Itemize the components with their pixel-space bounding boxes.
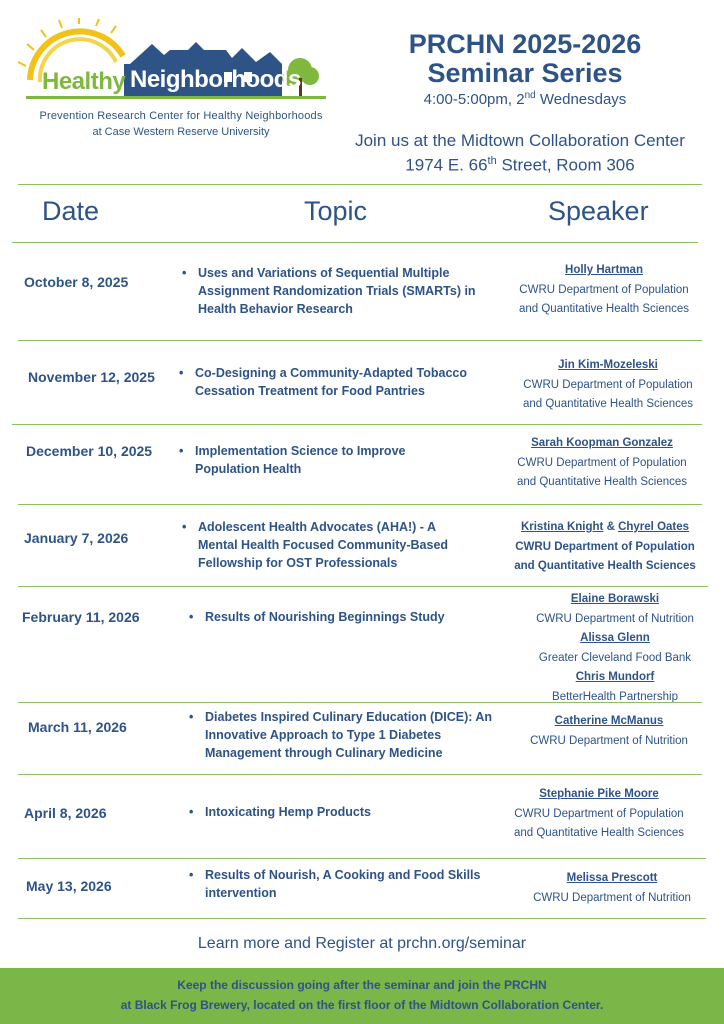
logo-subtitle-line2: at Case Western Reserve University <box>92 126 270 138</box>
speaker-name-link[interactable]: Melissa Prescott <box>566 872 658 884</box>
row-date: December 10, 2025 <box>26 443 153 459</box>
topic-line: • Results of Nourish, A Cooking and Food Skills <box>205 868 481 882</box>
time-text: 4:00-5:00pm, 2 <box>423 91 525 108</box>
speaker-name-link[interactable]: Chyrel Oates <box>618 521 690 533</box>
divider <box>18 858 706 859</box>
divider <box>18 918 706 919</box>
divider <box>18 184 702 185</box>
row-date: October 8, 2025 <box>24 274 129 290</box>
speaker-dept: CWRU Department of Nutrition <box>530 734 688 747</box>
speaker-name-link[interactable]: Holly Hartman <box>565 264 643 276</box>
row-topic <box>205 608 495 626</box>
row-speaker <box>504 261 704 320</box>
row-topic <box>205 803 495 821</box>
logo-word-neighborhoods: Neighborhoods <box>130 66 301 93</box>
speaker-name-link[interactable]: Sarah Koopman Gonzalez <box>531 437 673 449</box>
divider <box>18 504 702 505</box>
topic-line: • Uses and Variations of Sequential Multiple <box>198 266 450 280</box>
speaker-name-link[interactable]: Alissa Glenn <box>580 632 650 644</box>
speaker-dept: BetterHealth Partnership <box>552 690 678 703</box>
speaker-ampersand: & <box>603 521 619 533</box>
title-line1: PRCHN 2025-2026 <box>408 29 642 59</box>
divider <box>12 242 698 243</box>
page-title <box>355 30 695 88</box>
row-speaker <box>504 518 706 577</box>
row-topic <box>198 518 498 572</box>
topic-line: Management through Culinary Medicine <box>205 746 443 760</box>
venue-address-post: Street, Room 306 <box>496 155 635 175</box>
venue-line1: Join us at the Midtown Collaboration Center <box>355 131 685 150</box>
seminar-time <box>355 90 695 108</box>
speaker-dept: CWRU Department of Population <box>523 378 693 391</box>
row-topic <box>195 364 495 400</box>
topic-line: Health Behavior Research <box>198 302 353 316</box>
footer-line1: Keep the discussion going after the seminar and join the PRCHN <box>177 978 547 992</box>
row-date: November 12, 2025 <box>28 369 155 385</box>
row-speaker <box>508 356 708 415</box>
speaker-name-link[interactable]: Jin Kim-Mozeleski <box>558 359 658 371</box>
divider <box>12 424 702 425</box>
row-speaker <box>499 785 699 844</box>
topic-line: • Adolescent Health Advocates (AHA!) - A <box>198 520 436 534</box>
divider <box>18 586 708 587</box>
speaker-name-link[interactable]: Elaine Borawski <box>570 593 660 605</box>
footer-line2: at Black Frog Brewery, located on the first floor of the Midtown Collaboration Center. <box>120 998 604 1012</box>
divider <box>18 774 702 775</box>
topic-line: Fellowship for OST Professionals <box>198 556 398 570</box>
logo-subtitle-line1: Prevention Research Center for Healthy Neighborhoods <box>39 110 323 122</box>
speaker-dept: and Quantitative Health Sciences <box>518 303 690 315</box>
speaker-name-link[interactable]: Catherine McManus <box>554 715 664 727</box>
topic-line: • Implementation Science to Improve <box>195 444 406 458</box>
speaker-dept: and Quantitative Health Sciences <box>516 476 688 488</box>
row-topic <box>205 708 505 762</box>
time-sup: nd <box>524 90 536 101</box>
row-date: February 11, 2026 <box>22 609 140 625</box>
speaker-dept: CWRU Department of Population <box>519 283 689 296</box>
speaker-dept: and Quantitative Health Sciences <box>513 827 685 839</box>
speaker-pair <box>504 518 706 538</box>
column-header-date: Date <box>42 196 100 226</box>
row-speaker <box>509 712 709 751</box>
row-date: January 7, 2026 <box>24 530 129 546</box>
topic-line: • Diabetes Inspired Culinary Education (DICE): An <box>205 710 493 724</box>
row-topic <box>205 866 505 902</box>
speaker-dept: Greater Cleveland Food Bank <box>538 651 692 664</box>
divider <box>18 340 702 341</box>
footer-banner <box>0 968 724 1024</box>
speaker-dept: CWRU Department of Nutrition <box>533 891 691 904</box>
topic-line: • Co-Designing a Community-Adapted Tobacco <box>195 366 467 380</box>
topic-line: • Results of Nourishing Beginnings Study <box>205 610 445 624</box>
learn-more-link[interactable]: Learn more and Register at prchn.org/seminar <box>197 935 527 952</box>
row-speaker <box>512 869 712 908</box>
topic-line: Mental Health Focused Community-Based <box>198 538 449 552</box>
title-line2: Seminar Series <box>427 58 623 88</box>
venue-sup: th <box>487 155 497 167</box>
topic-line: Innovative Approach to Type 1 Diabetes <box>205 728 442 742</box>
venue-line2 <box>320 151 720 176</box>
row-date: May 13, 2026 <box>26 878 112 894</box>
topic-line: Assignment Randomization Trials (SMARTs) in <box>198 284 476 298</box>
topic-line: intervention <box>205 886 277 900</box>
speaker-dept: CWRU Department of Nutrition <box>536 612 694 625</box>
speaker-dept: and Quantitative Health Sciences <box>522 398 694 410</box>
row-topic <box>198 264 498 318</box>
row-date: March 11, 2026 <box>28 719 127 735</box>
divider <box>18 702 702 703</box>
topic-line: Population Health <box>195 462 302 476</box>
healthy-neighborhoods-logo <box>18 18 348 146</box>
topic-line: Cessation Treatment for Food Pantries <box>195 384 425 398</box>
logo-word-healthy: Healthy <box>42 68 126 95</box>
speaker-dept: CWRU Department of Population <box>514 807 684 820</box>
row-date: April 8, 2026 <box>24 805 107 821</box>
venue <box>320 131 720 176</box>
column-header-speaker: Speaker <box>548 196 649 226</box>
speaker-dept: CWRU Department of Population <box>515 540 695 553</box>
speaker-name-link[interactable]: Kristina Knight <box>520 521 604 533</box>
row-speaker <box>515 590 715 707</box>
speaker-name-link[interactable]: Stephanie Pike Moore <box>539 788 659 800</box>
column-header-topic: Topic <box>304 196 368 226</box>
speaker-dept: and Quantitative Health Sciences <box>514 560 696 572</box>
speaker-dept: CWRU Department of Population <box>517 456 687 469</box>
venue-address: 1974 E. 66 <box>405 155 488 175</box>
row-topic <box>195 442 495 478</box>
time-text-post: Wednesdays <box>535 91 627 108</box>
row-speaker <box>502 434 702 493</box>
topic-line: • Intoxicating Hemp Products <box>205 805 371 819</box>
speaker-name-link[interactable]: Chris Mundorf <box>575 671 655 683</box>
